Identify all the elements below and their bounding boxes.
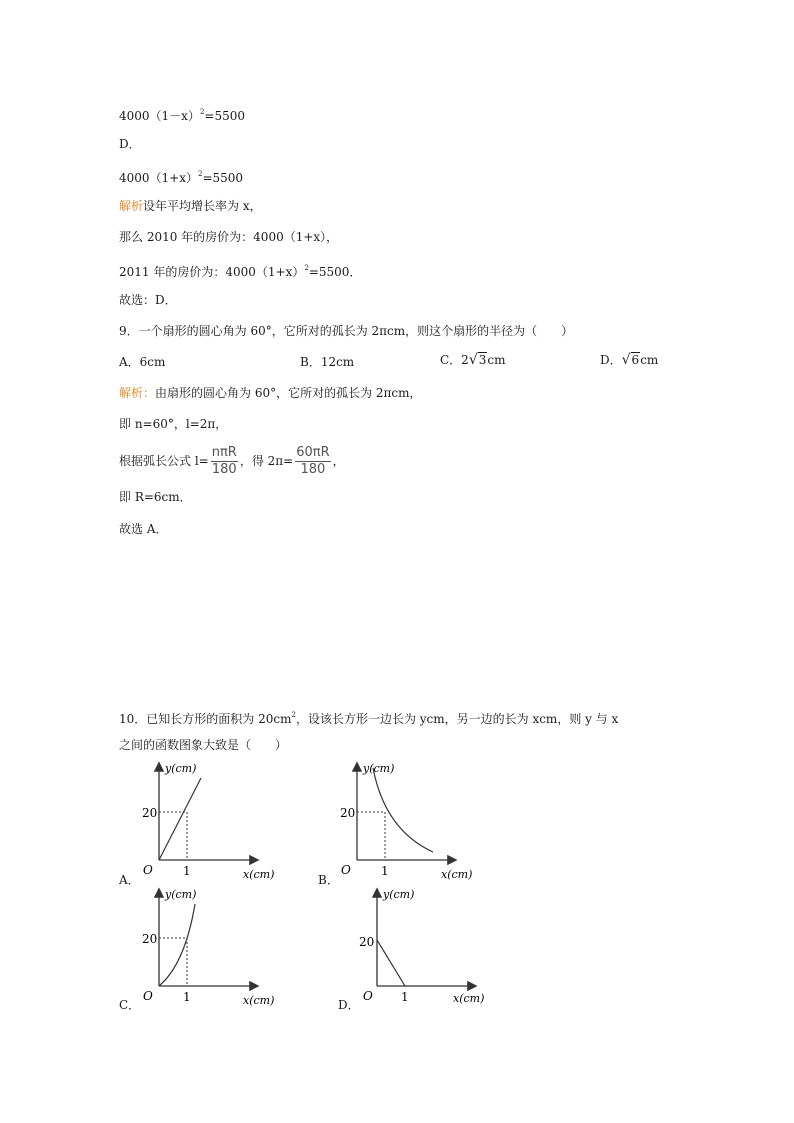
q9-option-d <box>600 352 658 368</box>
analysis-label: 解析： <box>119 386 156 400</box>
exponent: 2 <box>304 264 309 272</box>
y-axis-label: y(cm) <box>363 762 395 775</box>
q9-analysis-line <box>119 385 422 401</box>
x-axis-label: x(cm) <box>243 868 275 881</box>
y-axis-label: y(cm) <box>165 762 197 775</box>
exponent: 2 <box>291 711 296 719</box>
q9-option-b: B．12cm <box>300 355 355 369</box>
analysis-text: 设年平均增长率为 x， <box>143 199 262 213</box>
origin-label: O <box>363 989 373 1003</box>
sqrt-expression: √3 <box>468 352 487 368</box>
equation-text: 4000（1+x） <box>119 171 198 185</box>
y-tick-label: 20 <box>142 932 158 946</box>
y-axis-label: y(cm) <box>383 888 415 901</box>
y-axis-label: y(cm) <box>165 888 197 901</box>
analysis-line-2: 那么 2010 年的房价为：4000（1+x）， <box>119 230 339 244</box>
graph-d <box>353 884 503 1014</box>
option-text: C．2 <box>440 353 469 367</box>
analysis-line <box>119 198 262 214</box>
q9-option-c <box>440 352 506 368</box>
graph-c-option-label: C． <box>119 998 141 1012</box>
analysis-text: =5500． <box>308 265 362 279</box>
graph-a <box>135 758 285 888</box>
q9-formula-line <box>119 443 345 479</box>
x-tick-label: 1 <box>401 990 409 1004</box>
fraction-substituted <box>295 446 330 477</box>
analysis-text: 由扇形的圆心角为 60°，它所对的孤长为 2πcm， <box>155 386 422 400</box>
option-d-label: D． <box>119 137 141 151</box>
graph-b-option-label: B． <box>318 873 339 887</box>
q9-answer: 故选 A． <box>119 522 168 536</box>
y-tick-label: 20 <box>359 935 375 949</box>
x-axis-label: x(cm) <box>441 868 473 881</box>
origin-label: O <box>143 863 153 877</box>
denominator: 180 <box>300 462 326 477</box>
graph-d-option-label: D． <box>338 998 360 1012</box>
numerator: 60πR <box>296 445 330 460</box>
x-tick-label: 1 <box>183 990 191 1004</box>
equation-text: 4000（1－x） <box>119 109 200 123</box>
y-tick-label: 20 <box>340 806 356 820</box>
denominator: 180 <box>211 462 237 477</box>
option-text: D． <box>600 353 622 367</box>
formula-text: ， <box>332 454 345 468</box>
q9-analysis-line-2: 即 n=60°，l=2π， <box>119 417 228 431</box>
option-c-equation <box>119 104 245 124</box>
x-tick-label: 1 <box>183 864 191 878</box>
exponent: 2 <box>198 170 203 178</box>
x-axis-label: x(cm) <box>243 994 275 1007</box>
radicand: 3 <box>478 353 487 367</box>
radicand: 6 <box>631 353 640 367</box>
x-axis-label: x(cm) <box>453 992 485 1005</box>
graph-b <box>333 758 483 888</box>
option-d-equation <box>119 166 243 186</box>
answer-line: 故选：D． <box>119 293 177 307</box>
function-curve <box>377 940 405 986</box>
formula-text: ，得 2π= <box>239 454 294 468</box>
equation-text: =5500 <box>204 109 246 123</box>
formula-text: 根据弧长公式 l= <box>119 454 209 468</box>
fraction-arc-formula <box>211 446 238 477</box>
sqrt-expression: √6 <box>621 352 640 368</box>
question-10-line-1 <box>119 707 618 727</box>
numerator: nπR <box>211 445 237 460</box>
q9-result: 即 R=6cm． <box>119 490 192 504</box>
q9-option-a: A．6cm <box>119 355 166 369</box>
y-tick-label: 20 <box>142 806 158 820</box>
equation-text: =5500 <box>202 171 244 185</box>
origin-label: O <box>143 989 153 1003</box>
unit: cm <box>487 353 506 367</box>
graph-c <box>135 884 285 1014</box>
analysis-label: 解析 <box>119 199 144 213</box>
analysis-text: 2011 年的房价为：4000（1+x） <box>119 265 305 279</box>
x-tick-label: 1 <box>381 864 389 878</box>
graph-a-option-label: A． <box>119 873 140 887</box>
exponent: 2 <box>199 108 205 116</box>
question-10-line-2: 之间的函数图象大致是（ ） <box>119 738 288 752</box>
function-curve <box>159 904 195 986</box>
origin-label: O <box>341 863 351 877</box>
function-curve <box>373 768 433 852</box>
question-text: ，设该长方形一边长为 ycm，另一边的长为 xcm，则 y 与 x <box>295 712 619 726</box>
function-curve <box>159 778 201 860</box>
analysis-line-3 <box>119 260 361 280</box>
question-text: 10．已知长方形的面积为 20cm <box>119 712 292 726</box>
question-9: 9．一个扇形的圆心角为 60°，它所对的孤长为 2πcm，则这个扇形的半径为（ ） <box>119 324 574 338</box>
unit: cm <box>640 353 659 367</box>
